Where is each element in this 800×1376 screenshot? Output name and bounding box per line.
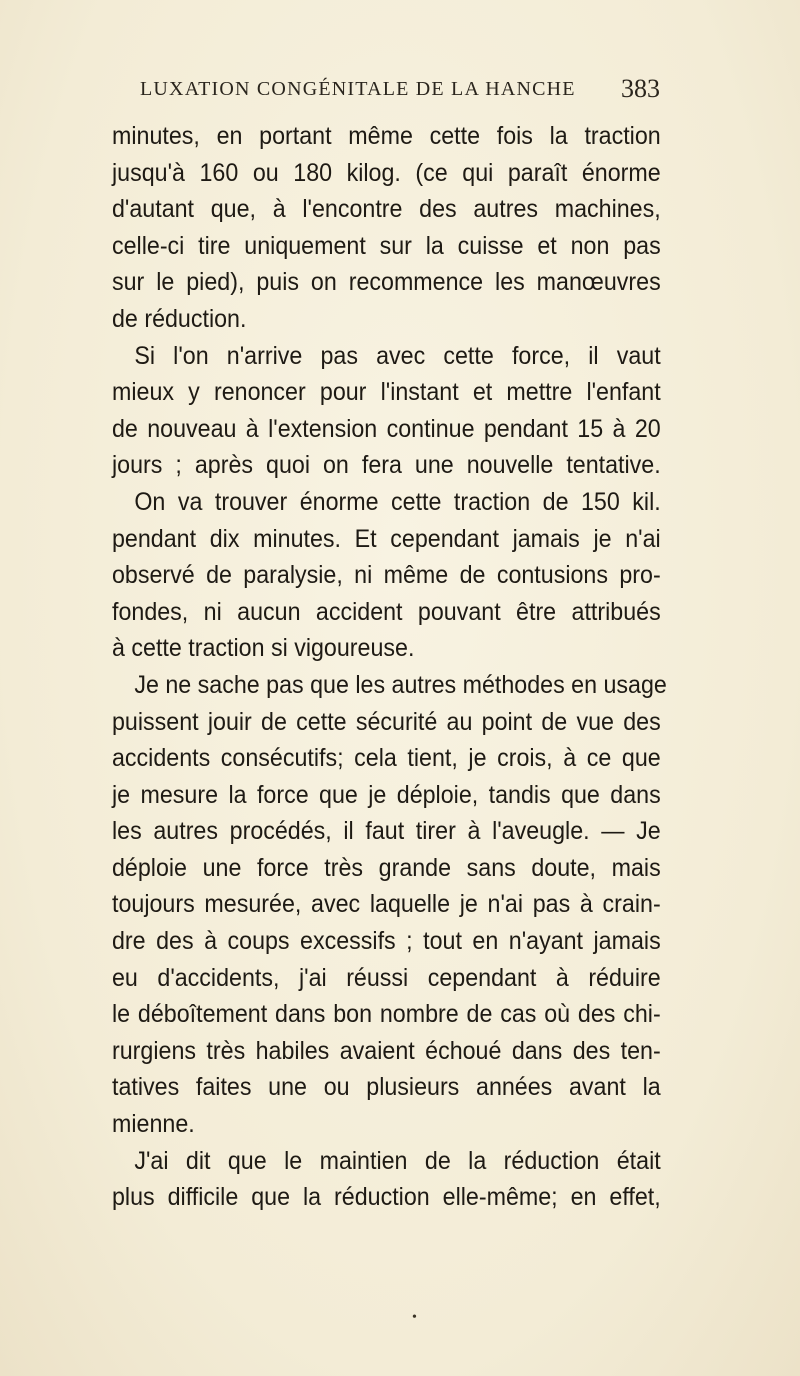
text-line: minutes, en portant même cette fois la traction <box>112 122 661 150</box>
text-line: déploie une force très grande sans doute, mais <box>112 853 661 882</box>
body-text <box>112 118 667 1216</box>
running-title: LUXATION CONGÉNITALE DE LA HANCHE <box>140 78 576 100</box>
text-line: les autres procédés, il faut tirer à l'aveugle. — Je <box>112 817 661 846</box>
text-line: mieux y renoncer pour l'instant et mettre l'enfant <box>112 378 661 407</box>
text-line: de nouveau à l'extension continue pendant 15 à 20 <box>112 414 661 443</box>
text-line: Si l'on n'arrive pas avec cette force, il vaut <box>134 341 661 370</box>
text-line: rurgiens très habiles avaient échoué dans des ten- <box>112 1036 661 1065</box>
text-line: pendant dix minutes. Et cependant jamais je n'ai <box>112 524 661 553</box>
text-line: de réduction. <box>112 304 247 333</box>
text-line: d'autant que, à l'encontre des autres machines, <box>112 195 661 224</box>
text-line: toujours mesurée, avec laquelle je n'ai pas à crain- <box>112 890 661 919</box>
printer-mark: • <box>412 1310 417 1325</box>
text-line: observé de paralysie, ni même de contusions pro- <box>112 561 661 590</box>
text-line: je mesure la force que je déploie, tandis que dans <box>112 780 661 809</box>
text-line: dre des à coups excessifs ; tout en n'ayant jamais <box>112 927 661 956</box>
text-line: puissent jouir de cette sécurité au point de vue des <box>112 707 661 736</box>
text-line: celle-ci tire uniquement sur la cuisse et non pas <box>112 231 661 260</box>
text-line: mienne. <box>112 1110 195 1139</box>
text-line: jusqu'à 160 ou 180 kilog. (ce qui paraît énorme <box>112 158 661 187</box>
text-line: tatives faites une ou plusieurs années avant la <box>112 1073 661 1102</box>
text-line: Je ne sache pas que les autres méthodes en usage <box>134 670 667 699</box>
text-line: eu d'accidents, j'ai réussi cependant à réduire <box>112 963 661 992</box>
page-number: 383 <box>621 74 660 103</box>
text-line: accidents consécutifs; cela tient, je crois, à ce que <box>112 744 661 773</box>
text-line: jours ; après quoi on fera une nouvelle tentative. <box>112 451 661 480</box>
text-line: fondes, ni aucun accident pouvant être attribués <box>112 597 661 626</box>
text-line: On va trouver énorme cette traction de 150 kil. <box>134 487 661 516</box>
text-line: sur le pied), puis on recommence les manœuvres <box>112 268 661 297</box>
text-line: J'ai dit que le maintien de la réduction était <box>134 1146 661 1175</box>
text-line: plus difficile que la réduction elle-même; en effet, <box>112 1183 661 1212</box>
text-line: le déboîtement dans bon nombre de cas où des chi- <box>112 1000 661 1029</box>
running-head <box>140 70 660 110</box>
text-line: à cette traction si vigoureuse. <box>112 634 415 663</box>
